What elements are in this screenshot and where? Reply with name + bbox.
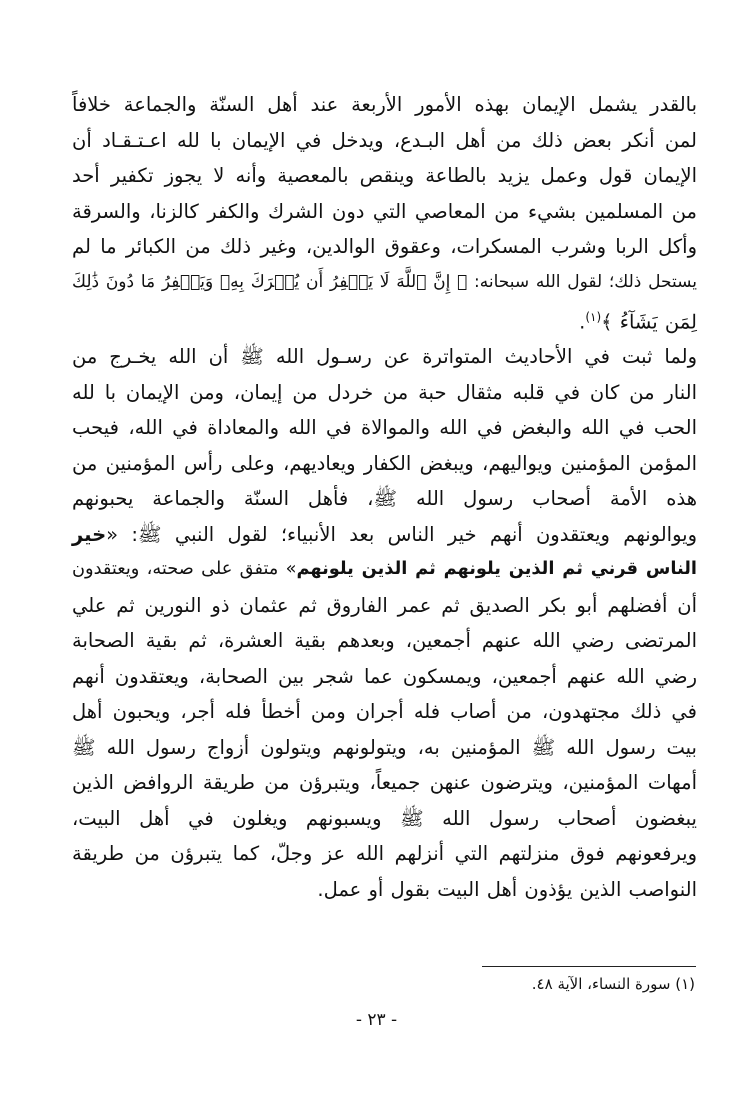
text-line: النار من كان في قلبه مثقال حبة من خردل من إيمان، ومن الإيمان با لله [72,380,697,404]
text-line: الحب في الله والبغض في الله والموالاة في الله والمعاداة في الله، فيحب [72,416,697,439]
text-line: النواصب الذين يؤذون أهل البيت بقول أو عمل. [317,877,697,901]
text-line: لِمَن يَشَآءُ ﴾$^{(١)}$. [579,310,697,334]
footnote-reference[interactable]: (١) [585,310,602,324]
text-line: يبغضون أصحاب رسول الله ﷺ ويسبونهم ويغلون في أهل البيت، [72,806,697,830]
text-line: لمن أنكر بعض ذلك من أهل البـدع، ويدخل في الإيمان با لله اعـتـقـاد أن [72,128,697,152]
text-line: المؤمن المؤمنين ويواليهم، ويبغض الكفار ويعاديهم، وعلى رأس المؤمنين من [72,451,697,475]
text-line: وأكل الربا وشرب المسكرات، وعقوق الوالدين، وغير ذلك من الكبائر ما لم [72,235,697,258]
paragraph-1 [72,87,697,340]
text-line-with-verse [72,265,697,301]
text-line: المرتضى رضي الله عنهم أجمعين، وبعدهم بقية العشرة، ثم بقية الصحابة [72,629,697,652]
text-line-with-hadith [72,552,697,588]
hadith-text: الناس قرني ثم الذين يلونهم ثم الذين يلونهم [296,559,697,579]
quran-verse-end: لِمَن يَشَآءُ ﴾ [601,310,697,334]
footnote: (١) سورة النساء، الآية ٤٨. [531,975,695,993]
hadith-attribution: » متفق على صحته، ويعتقدون [72,559,297,579]
paragraph-2 [72,339,697,907]
verse-intro: يستحل ذلك؛ لقول الله سبحانه: [474,271,697,292]
text-line: أمهات المؤمنين، ويترضون عنهن جميعاً، ويتبرؤن من طريقة الروافض الذين [72,771,697,794]
text-line: ولما ثبت في الأحاديث المتواترة عن رسـول الله ﷺ أن الله يخـرج من [72,345,697,368]
text-line: بالقدر يشمل الإيمان بهذه الأمور الأربعة عند أهل السنّة والجماعة خلافاً [72,93,697,116]
page-number: - ٢٣ - [355,1010,398,1030]
text-line: في ذلك مجتهدون، من أصاب فله أجران ومن أخطأ فله أجر، ويحبون أهل [72,700,697,723]
text-line: من المسلمين بشيء من المعاصي التي دون الشرك والكفر كالزنا، والسرقة [72,199,697,223]
text-line: أن أفضلهم أبو بكر الصديق ثم عمر الفاروق ثم عثمان ذو النورين ثم علي [72,593,697,617]
hadith-intro: ويوالونهم ويعتقدون أنهم خير الناس بعد الأنبياء؛ لقول النبي ﷺ: « [106,522,697,546]
quran-verse: ﴿ إِنَّ ٱللَّهَ لَا يَغۡفِرُ أَن يُشۡرَكَ بِهِۦ وَيَغۡفِرُ مَا دُونَ ذَٰلِكَ [72,271,468,292]
hadith-text-start: خير [72,522,107,546]
text-line: بيت رسول الله ﷺ المؤمنين به، ويتولونهم ويتولون أزواج رسول الله ﷺ [72,735,697,759]
footnote-divider [482,966,696,967]
text-line: هذه الأمة أصحاب رسول الله ﷺ، فأهل السنّة والجماعة يحبونهم [72,487,697,510]
text-line: ويرفعونهم فوق منزلتهم التي أنزلهم الله عز وجلّ، كما يتبرؤن من طريقة [72,842,697,865]
text-line: رضي الله عنهم أجمعين، ويمسكون عما شجر بين الصحابة، ويعتقدون أنهم [72,664,697,688]
text-line: الإيمان قول وعمل يزيد بالطاعة وينقص بالمعصية وأنه لا يجوز تكفير أحد [72,164,697,187]
text-line-with-hadith [72,517,697,553]
